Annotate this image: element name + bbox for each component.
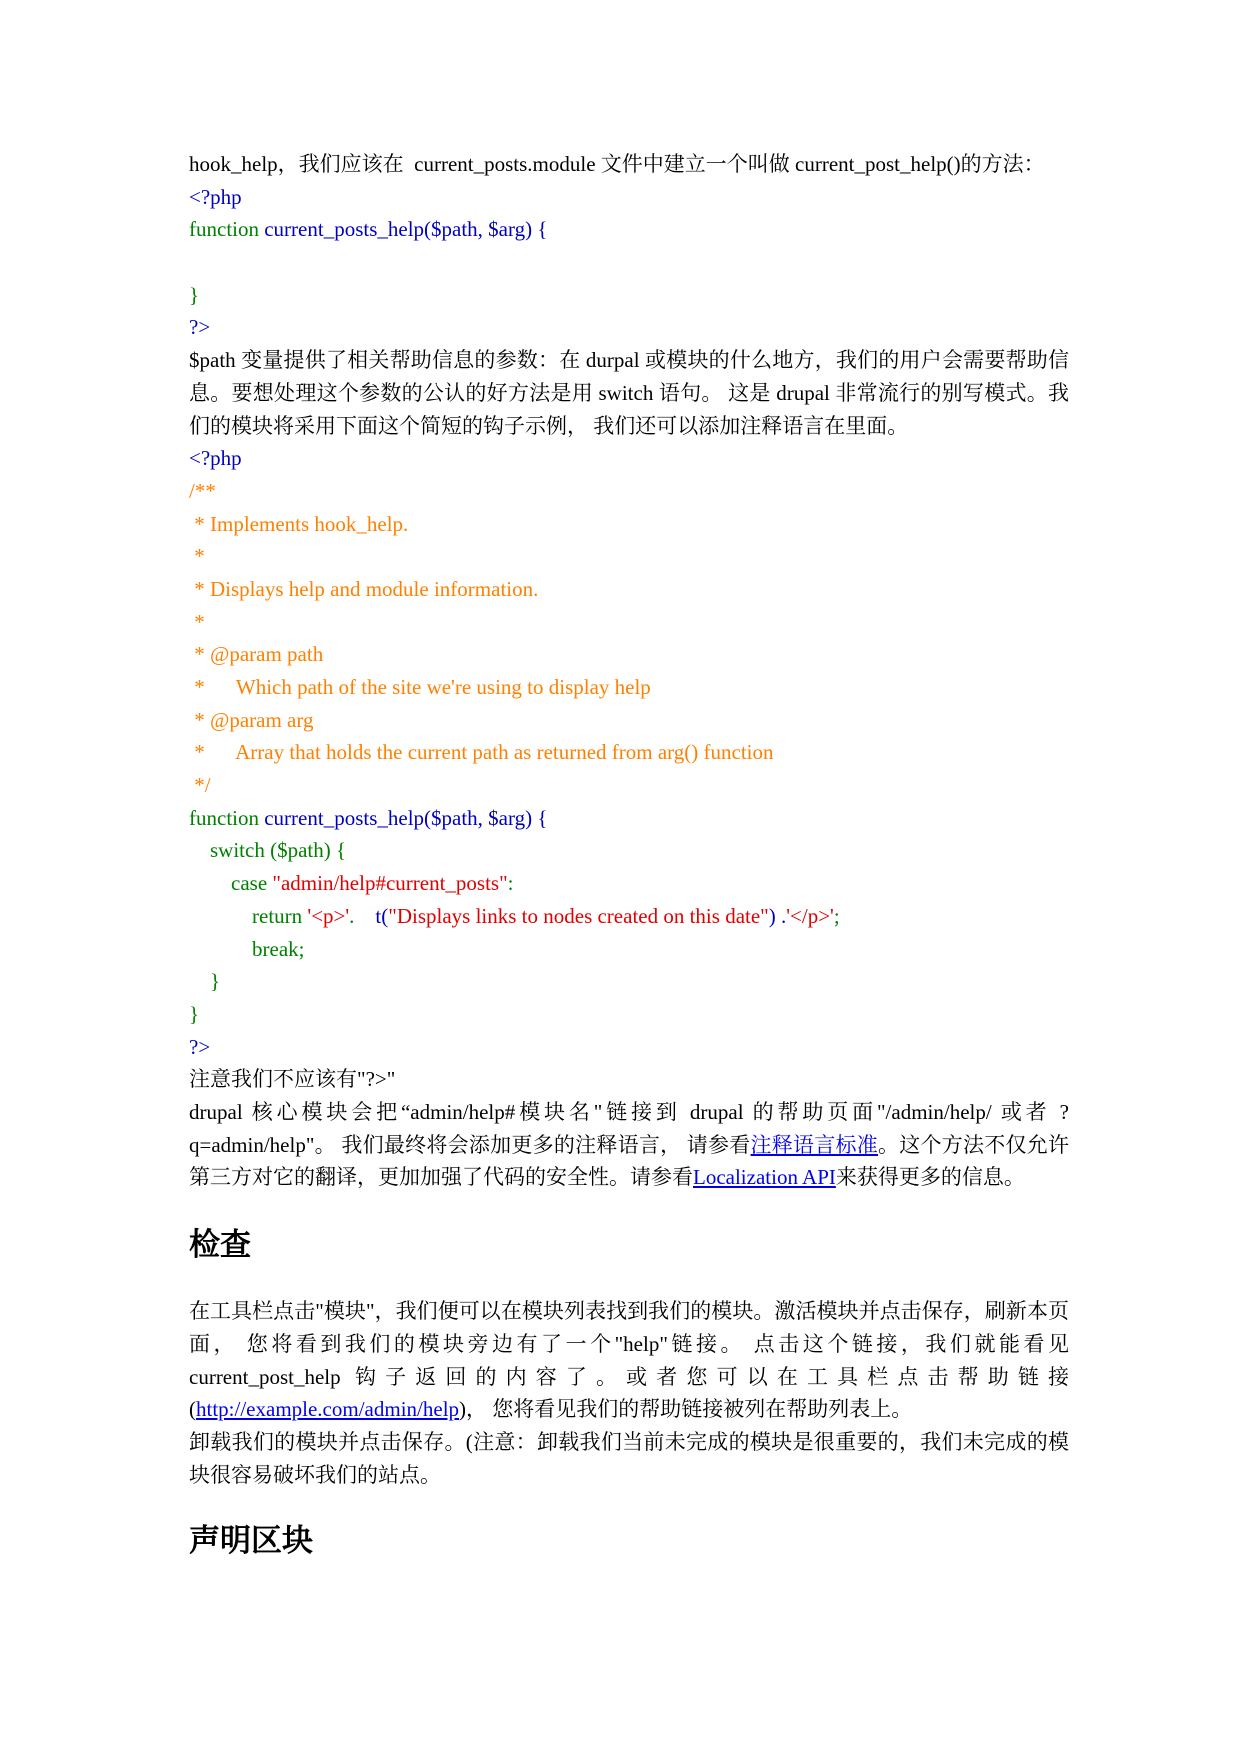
code2-break-line: break; (252, 936, 305, 961)
code2-function-args: $path, $arg) { (431, 805, 548, 830)
code2-return-line (189, 900, 1069, 933)
paragraph-drupal (189, 1096, 1069, 1194)
note-line: 注意我们不应该有"?>" (189, 1067, 396, 1092)
code2-comment-line: /** (189, 478, 216, 503)
code2-function-line (189, 802, 1069, 835)
code2-case-keyword: case (231, 871, 268, 896)
localization-api-link[interactable]: Localization API (693, 1165, 836, 1190)
code2-comment-line: * (189, 609, 205, 634)
code2-return-p-close: '</p>' (786, 903, 834, 928)
drupal-text-2: 。这个方法不仅允许第三方对它的翻译，更加加强了代码的安全性。请参看 (189, 1132, 1069, 1190)
intro-filename: current_posts.module (414, 152, 596, 176)
paragraph-uninstall: 卸载我们的模块并点击保存。(注意：卸载我们当前未完成的模块是很重要的，我们未完成的模块很容易破坏我们的站点。 (189, 1429, 1069, 1487)
drupal-text-1: drupal 核心模块会把“admin/help#模块名"链接到 drupal 的帮助页面"/admin/help/ 或者 ?q=admin/help"。 我们最终将会添加更多的注释语言， 请参看 (189, 1099, 1069, 1157)
code2-return-tail: ) . (768, 903, 787, 928)
code1-php-close: ?> (189, 315, 211, 340)
code2-comment-line: */ (189, 773, 211, 798)
code2-switch-line: switch ($path) { (210, 838, 347, 863)
heading-check: 检查 (189, 1227, 251, 1264)
code1-function-keyword: function (189, 217, 259, 242)
code2-return-p-open: '<p>' (307, 903, 350, 928)
paragraph-path: $path 变量提供了相关帮助信息的参数：在 durpal 或模块的什么地方，我们的用户会需要帮助信息。要想处理这个参数的公认的好方法是用 switch 语句。 这是 drupal 非常流行的别写模式。我们的模块将采用下面这个简短的钩子示例， 我们还可以添加注释语言在里面。 (189, 348, 1069, 438)
intro-text-1: hook_help，我们应该在 (189, 152, 404, 176)
code2-comment-line: * (189, 544, 205, 569)
code2-case-colon: : (507, 871, 514, 896)
code1-close-brace: } (189, 282, 200, 307)
code1-function-name: current_posts_help( (264, 217, 432, 242)
code2-comment-line: * Displays help and module information. (189, 576, 539, 601)
code2-php-close: ?> (189, 1034, 211, 1059)
code2-comment-line: * @param path (189, 642, 324, 667)
code2-php-open: <?php (189, 446, 242, 471)
code2-comment-line: * @param arg (189, 707, 314, 732)
code2-comment-line: * Which path of the site we're using to display help (189, 675, 651, 700)
code2-return-keyword: return (252, 903, 303, 928)
code1-function-line (189, 213, 1069, 246)
code2-case-string: "admin/help#current_posts" (272, 871, 508, 896)
code2-t-function: t( (375, 903, 389, 928)
code2-comment-line: * Array that holds the current path as returned from arg() function (189, 740, 774, 765)
code1-function-args: $path, $arg) { (431, 217, 548, 242)
code2-case-line (189, 867, 1069, 900)
code1-php-open: <?php (189, 184, 242, 209)
code2-inner-close: } (210, 969, 221, 994)
document-page (189, 148, 1069, 1561)
check-text-1: 在工具栏点击"模块"，我们便可以在模块列表找到我们的模块。激活模块并点击保存，刷新本页面， 您将看到我们的模块旁边有了一个"help"链接。 点击这个链接，我们就能看见 current_post_help 钩子返回的内容了。或者您可以在工具栏点击帮助链接( (189, 1299, 1069, 1422)
code2-t-string: "Displays links to nodes created on this date" (388, 903, 769, 928)
intro-line (189, 148, 1069, 181)
code2-outer-close: } (189, 1001, 200, 1026)
paragraph-check (189, 1295, 1069, 1426)
comment-standard-link[interactable]: 注释语言标准 (750, 1132, 879, 1157)
code2-function-keyword: function (189, 805, 259, 830)
heading-declare-block: 声明区块 (189, 1523, 313, 1560)
code1-blank-line (189, 246, 1069, 279)
drupal-text-3: 来获得更多的信息。 (835, 1165, 1025, 1190)
code2-comment-line: * Implements hook_help. (189, 511, 409, 536)
check-text-2: )， 您将看见我们的帮助链接被列在帮助列表上。 (459, 1397, 913, 1422)
intro-text-3: 文件中建立一个叫做 (600, 152, 790, 176)
code2-return-dot: . (349, 903, 355, 928)
intro-method: current_post_help()的方法： (795, 152, 1045, 176)
admin-help-link[interactable]: http://example.com/admin/help (196, 1397, 460, 1422)
code2-semicolon: ; (833, 903, 840, 928)
code2-function-name: current_posts_help( (264, 805, 432, 830)
